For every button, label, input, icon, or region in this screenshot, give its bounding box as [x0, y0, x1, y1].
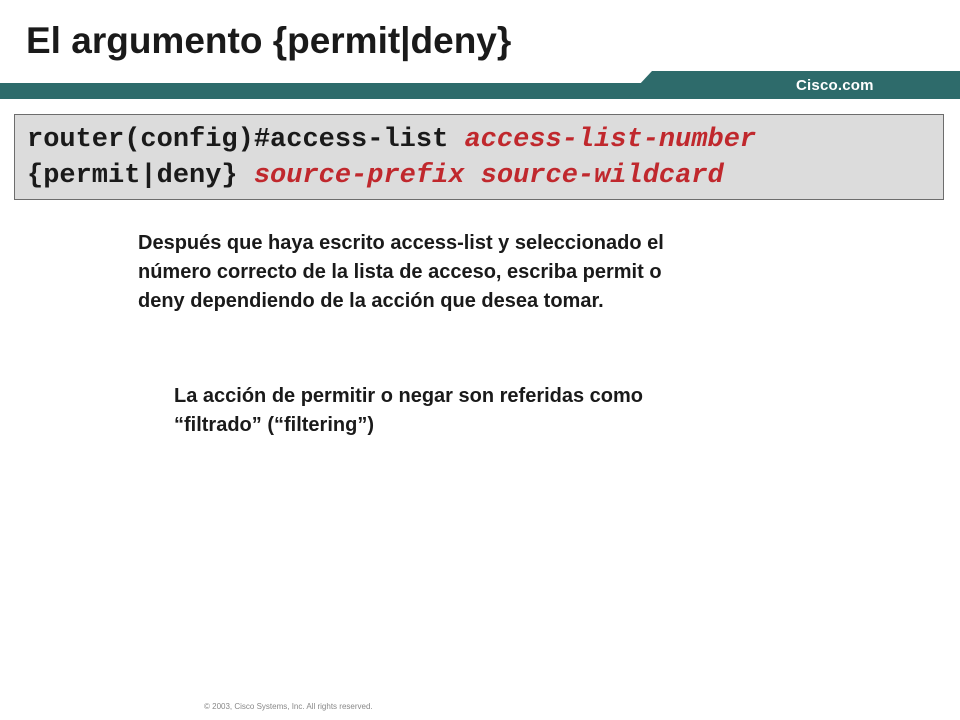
slide-title: El argumento {permit|deny}: [26, 20, 512, 61]
command-argument: source-prefix source-wildcard: [253, 161, 724, 191]
paragraph-line: La acción de permitir o negar son referidas como: [174, 385, 644, 407]
command-keyword: router(config)#access-list: [27, 125, 465, 155]
description-paragraph: [138, 229, 858, 316]
command-keyword: {permit|deny}: [27, 161, 254, 191]
paragraph-line: deny dependiendo de la acción que desea tomar.: [138, 290, 604, 312]
command-syntax-box: [14, 114, 944, 200]
command-line-1: [27, 127, 756, 154]
filtering-note: [174, 382, 874, 440]
command-argument: access-list-number: [464, 125, 757, 155]
cisco-logo[interactable]: Cisco.com: [796, 77, 874, 94]
banner-tab: [626, 71, 960, 99]
paragraph-line: “filtrado” (“filtering”): [174, 414, 374, 436]
paragraph-line: número correcto de la lista de acceso, escriba permit o: [138, 261, 662, 283]
paragraph-line: Después que haya escrito access-list y seleccionado el: [138, 232, 664, 254]
command-line-2: [27, 163, 724, 190]
copyright-notice: © 2003, Cisco Systems, Inc. All rights reserved.: [204, 702, 373, 711]
